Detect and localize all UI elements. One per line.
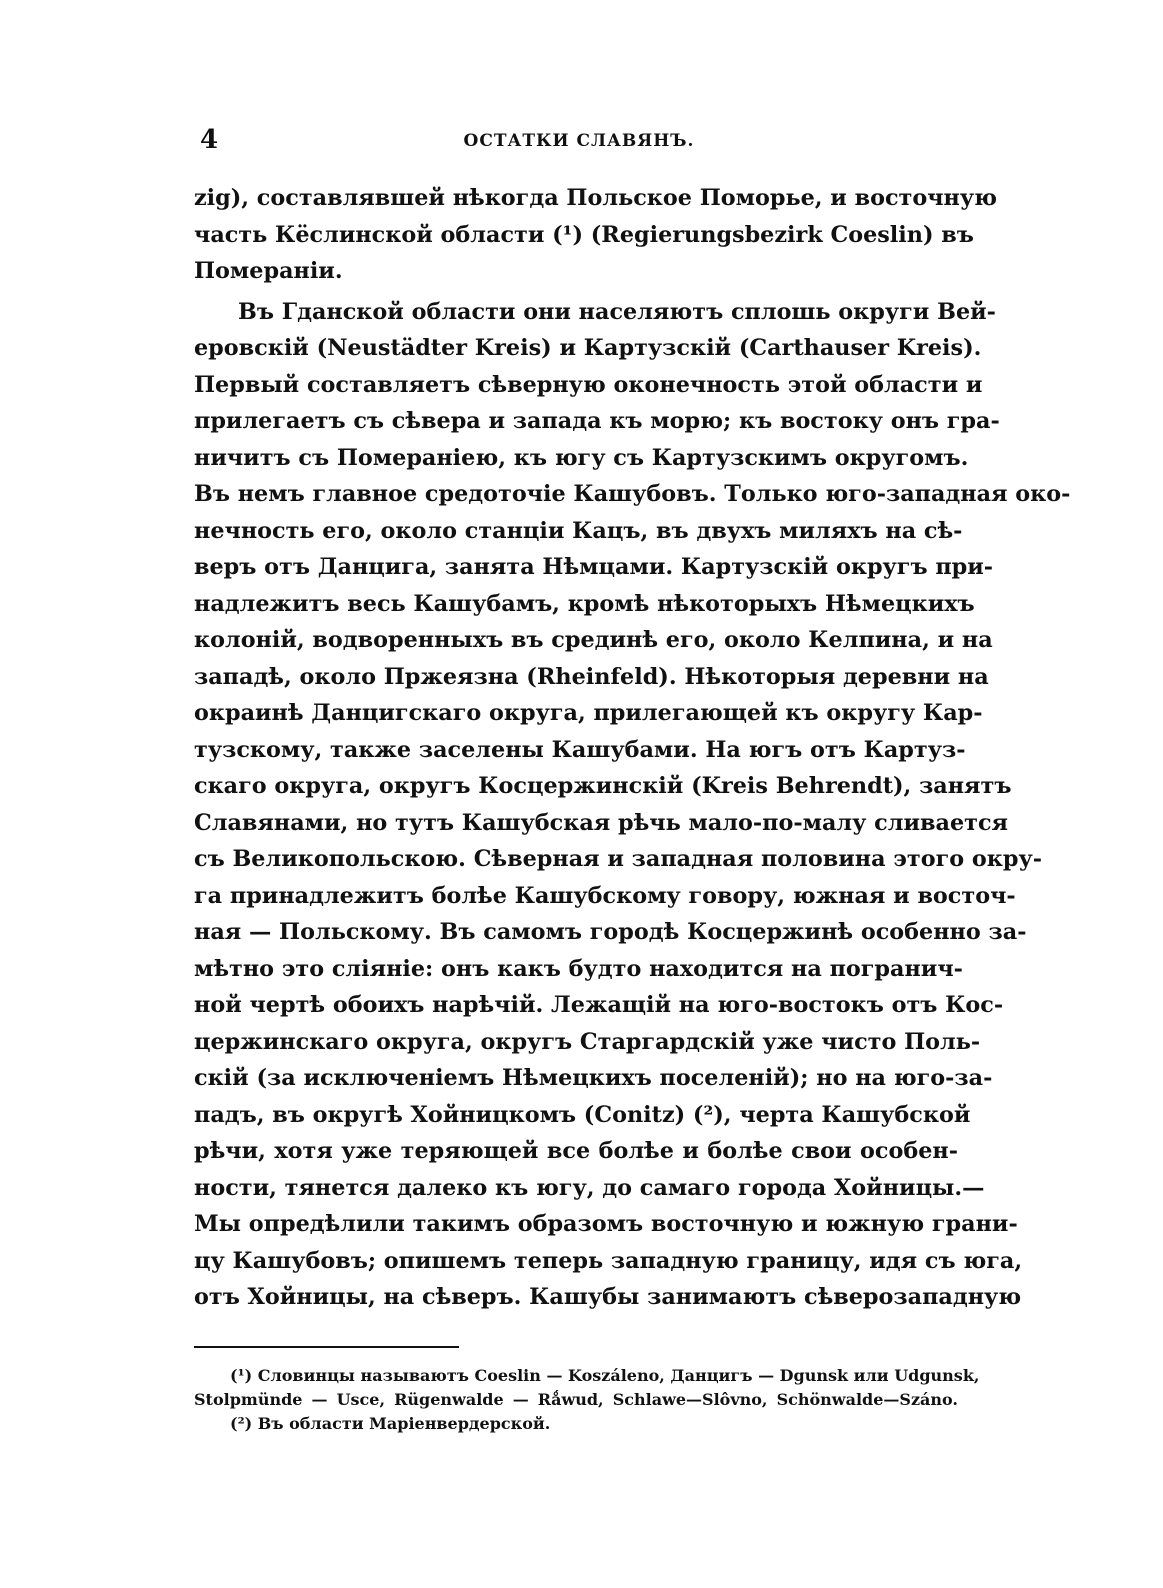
text-line: отъ Хойницы, на сѣверъ. Кашубы занимаютъ сѣверозападную: [194, 1284, 1022, 1310]
text-line: нечность его, около станціи Кацъ, въ двухъ миляхъ на сѣ-: [194, 517, 963, 544]
text-line: колоній, водворенныхъ въ срединѣ его, около Келпина, и на: [194, 627, 993, 653]
footnote-line: (¹) Словинцы называютъ Coeslin — Koszáleno, Данцигъ — Dgunsk или Udgunsk,: [230, 1366, 980, 1385]
text-line: Въ немъ главное средоточіе Кашубовъ. Только юго-западная око-: [194, 481, 1071, 507]
text-line: цу Кашубовъ; опишемъ теперь западную границу, идя съ юга,: [194, 1247, 1023, 1274]
body-text: [194, 180, 1071, 1316]
text-line: западѣ, около Пржеязна (Rheinfeld). Нѣкоторыя деревни на: [194, 663, 989, 690]
text-line: еровскій (Neustädter Kreis) и Картузскій (Carthauser Kreis).: [194, 335, 982, 361]
text-line: Первый составляетъ сѣверную оконечность этой области и: [194, 371, 983, 398]
text-line: цержинскаго округа, округъ Старгардскій уже чисто Поль-: [194, 1028, 981, 1055]
text-line: часть Кёслинской области (¹) (Regierungsbezirk Coeslin) въ: [194, 221, 974, 248]
text-line: окраинѣ Данцигскаго округа, прилегающей къ округу Кар-: [194, 700, 983, 726]
footnote-divider: [194, 1346, 459, 1348]
text-line: zig), составлявшей нѣкогда Польское Поморье, и восточную: [194, 185, 998, 211]
text-line: падъ, въ округѣ Хойницкомъ (Conitz) (²), черта Кашубской: [194, 1101, 971, 1128]
footnotes: [194, 1364, 980, 1436]
text-line: га принадлежитъ болѣе Кашубскому говору, южная и восточ-: [194, 882, 1016, 909]
text-line: съ Великопольскою. Сѣверная и западная половина этого окру-: [194, 846, 1042, 872]
text-line: Мы опредѣлили такимъ образомъ восточную и южную грани-: [194, 1211, 1018, 1237]
page-header: [200, 125, 958, 165]
running-title: ОСТАТКИ СЛАВЯНЪ.: [463, 131, 695, 151]
page-number: 4: [200, 125, 219, 155]
text-line: ной чертѣ обоихъ нарѣчій. Лежащій на юго-востокъ отъ Кос-: [194, 992, 1004, 1018]
text-line: Помераніи.: [194, 258, 343, 284]
text-line: прилегаетъ съ сѣвера и запада къ морю; къ востоку онъ гра-: [194, 408, 1000, 434]
text-line: скаго округа, округъ Косцержинскій (Kreis Behrendt), занятъ: [194, 773, 1012, 799]
text-line: тузскому, также заселены Кашубами. На югъ отъ Картуз-: [194, 736, 966, 763]
text-line: Славянами, но тутъ Кашубская рѣчь мало-по-малу сливается: [194, 809, 1008, 836]
text-line: рѣчи, хотя уже теряющей все болѣе и болѣе свои особен-: [194, 1138, 958, 1164]
text-line: скій (за исключеніемъ Нѣмецкихъ поселеній); но на юго-за-: [194, 1065, 993, 1091]
text-line: ная — Польскому. Въ самомъ городѣ Косцержинѣ особенно за-: [194, 919, 1027, 945]
text-line: веръ отъ Данцига, занята Нѣмцами. Картузскій округъ при-: [194, 554, 994, 580]
text-line: ности, тянется далеко къ югу, до самаго города Хойницы.—: [194, 1174, 985, 1201]
text-line: Въ Гданской области они населяютъ сплошь округи Вей-: [238, 298, 996, 325]
footnote-line: (²) Въ области Маріенвердерской.: [230, 1414, 551, 1433]
text-line: мѣтно это сліяніе: онъ какъ будто находится на погранич-: [194, 955, 963, 982]
footnote-line: Stolpmünde — Usce, Rügenwalde — Rǻwud, Schlawe—Slôvno, Schönwalde—Száno.: [194, 1390, 958, 1409]
text-line: ничитъ съ Помераніею, къ югу съ Картузскимъ округомъ.: [194, 444, 969, 471]
text-line: надлежитъ весь Кашубамъ, кромѣ нѣкоторыхъ Нѣмецкихъ: [194, 590, 975, 617]
